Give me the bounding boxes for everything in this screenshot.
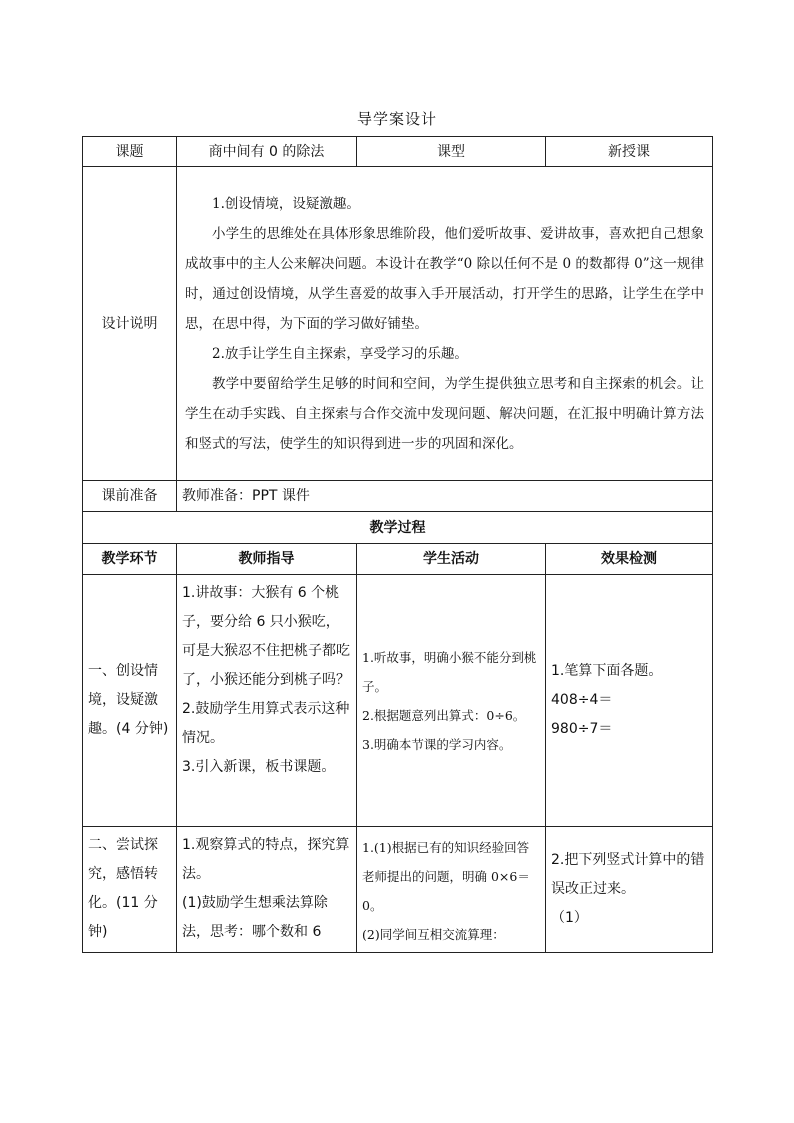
column-header-stage: 教学环节: [83, 544, 177, 575]
column-header-row: [83, 544, 713, 575]
design-label: 设计说明: [83, 167, 177, 481]
teacher-line: (1)鼓励学生想乘法算除法，思考：哪个数和 6: [182, 895, 328, 940]
stage-cell: [83, 575, 177, 827]
design-notes: [177, 167, 713, 481]
topic-value: 商中间有 0 的除法: [177, 137, 357, 167]
student-line: 3.明确本节课的学习内容。: [362, 736, 512, 752]
teacher-line: 1.讲故事：大猴有 6 个桃子，要分给 6 只小猴吃，可是大猴忍不住把桃子都吃了，小猴还能分到桃子吗？: [182, 585, 350, 688]
check-line: 1.笔算下面各题。: [551, 663, 663, 679]
stage-cell: [83, 827, 177, 953]
teacher-cell: [177, 827, 357, 953]
process-title-row: [83, 512, 713, 544]
design-paragraph: 2.放手让学生自主探索，享受学习的乐趣。: [212, 345, 468, 362]
type-value: 新授课: [546, 137, 713, 167]
document-title: 导学案设计: [356, 110, 437, 128]
process-row-2: [83, 827, 713, 953]
teacher-cell: [177, 575, 357, 827]
column-header-check: 效果检测: [546, 544, 713, 575]
column-header-student: 学生活动: [357, 544, 546, 575]
lesson-plan-table: [82, 136, 713, 953]
design-paragraph: 教学中要留给学生足够的时间和空间，为学生提供独立思考和自主探索的机会。让学生在动手实践、自主探索与合作交流中发现问题、解决问题，在汇报中明确计算方法和竖式的写法，使学生的知识得到进一步的巩固和深化。: [185, 375, 704, 452]
prep-value: 教师准备：PPT 课件: [177, 481, 713, 512]
design-paragraph: 1.创设情境，设疑激趣。: [212, 195, 360, 212]
check-line: （1）: [551, 910, 588, 926]
stage-text: 二、尝试探究，感悟转化。(11 分钟): [88, 837, 158, 940]
check-line: 408÷4＝: [551, 692, 613, 708]
process-title: 教学过程: [83, 512, 713, 544]
process-row-1: [83, 575, 713, 827]
check-cell: [546, 575, 713, 827]
student-cell: [357, 827, 546, 953]
teacher-line: 3.引入新课，板书课题。: [182, 759, 336, 775]
type-label: 课型: [357, 137, 546, 167]
header-row: [83, 137, 713, 167]
student-line: (2)同学间互相交流算理：: [362, 927, 505, 942]
student-line: 2.根据题意列出算式：0÷6。: [362, 707, 526, 723]
design-paragraph: 小学生的思维处在具体形象思维阶段，他们爱听故事、爱讲故事，喜欢把自己想象成故事中的主人公来解决问题。本设计在教学“0 除以任何不是 0 的数都得 0”这一规律时，通过创设情境，从学生喜爱的故事入手开展活动，打开学生的思路，让学生在学中思，在思中得，为下面的学习做好铺垫。: [185, 225, 704, 332]
teacher-line: 1.观察算式的特点，探究算法。: [182, 837, 350, 882]
student-line: 1.(1)根据已有的知识经验回答老师提出的问题，明确 0×6＝0。: [362, 840, 530, 913]
student-cell: [357, 575, 546, 827]
design-row: [83, 167, 713, 481]
stage-text: 一、创设情境，设疑激趣。(4 分钟): [88, 663, 169, 737]
column-header-teacher: 教师指导: [177, 544, 357, 575]
student-line: 1.听故事，明确小猴不能分到桃子。: [362, 649, 537, 694]
prep-row: [83, 481, 713, 512]
prep-label: 课前准备: [83, 481, 177, 512]
check-cell: [546, 827, 713, 953]
check-line: 980÷7＝: [551, 721, 613, 737]
topic-label: 课题: [83, 137, 177, 167]
check-line: 2.把下列竖式计算中的错误改正过来。: [551, 852, 705, 897]
teacher-line: 2.鼓励学生用算式表示这种情况。: [182, 701, 350, 746]
